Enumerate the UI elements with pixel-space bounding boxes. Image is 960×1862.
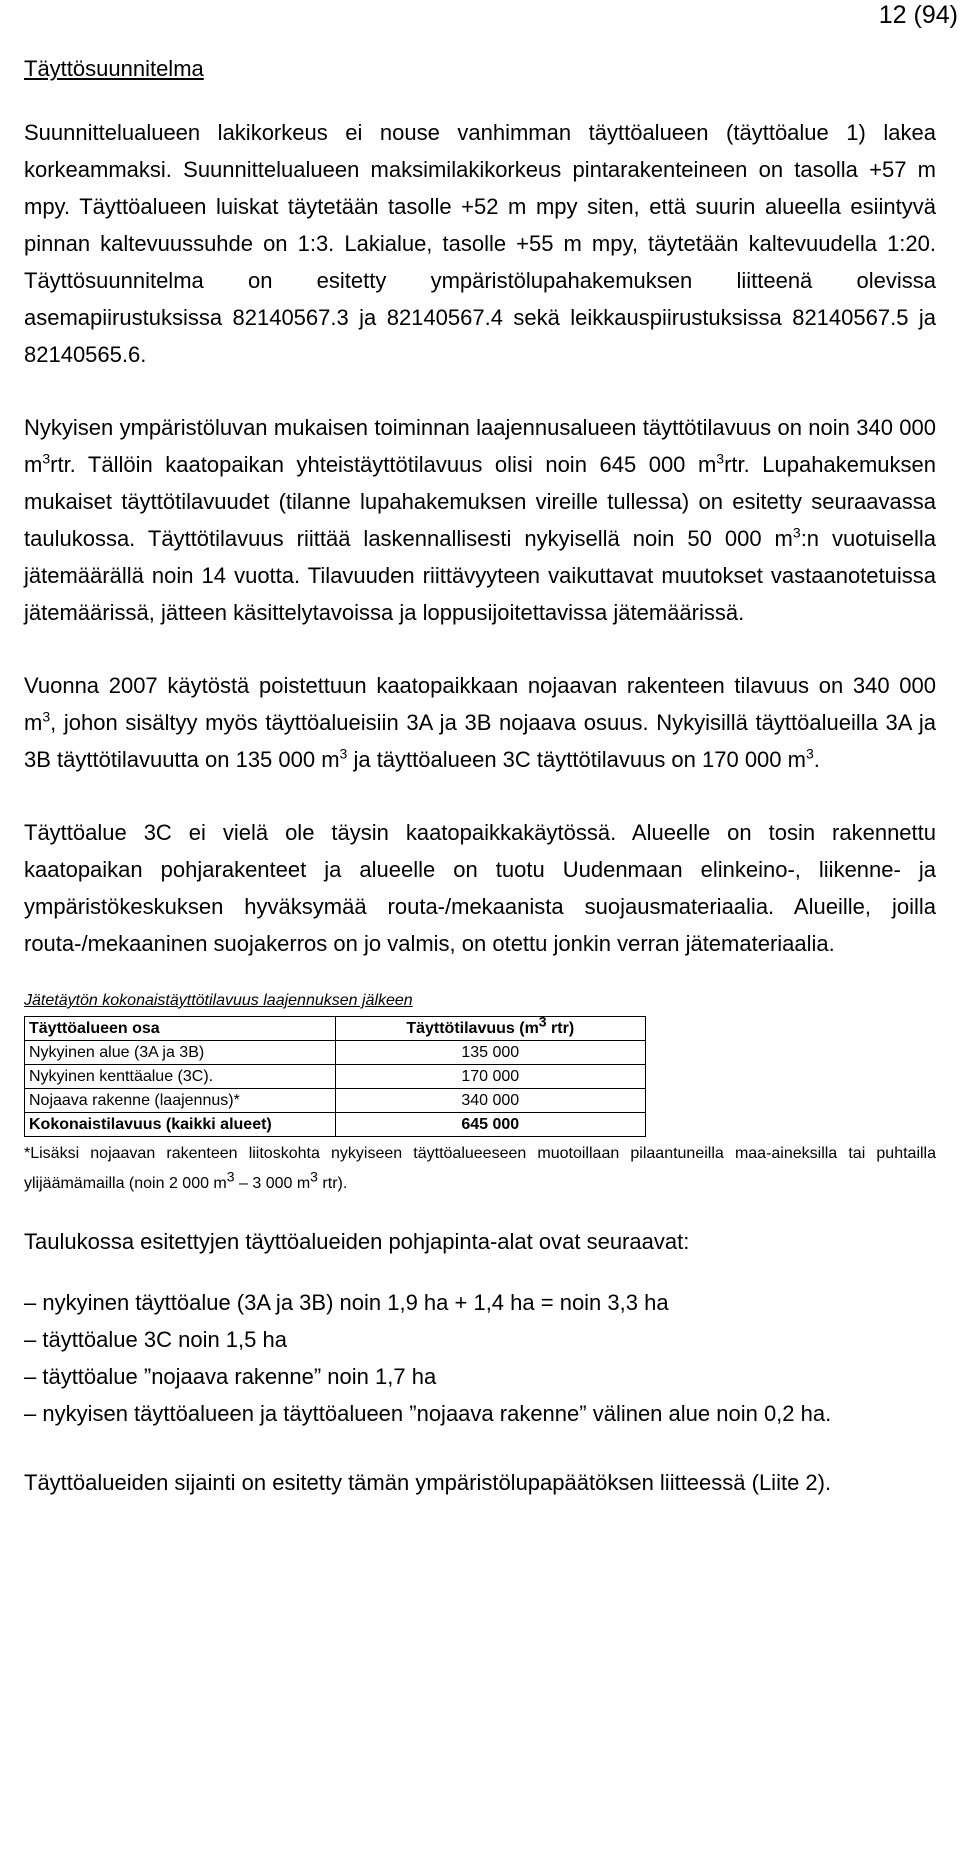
table-header-volume: Täyttötilavuus ($m^3$ rtr) bbox=[335, 1017, 646, 1041]
paragraph-area-3c: Täyttöalue 3C ei vielä ole täysin kaatopaikkakäytössä. Alueelle on tosin rakennettu kaatopaikan pohjarakenteet ja alueelle on tuotu Uudenmaan elinkeino-, liikenne- ja ympäristökeskuksen hyväksymää routa-/mekaanista suojausmateriaalia. Alueille, joilla routa-/mekaaninen suojakerros on jo valmis, on otettu jonkin verran jätemateriaalia. bbox=[24, 820, 936, 956]
paragraph-fill-plan: Suunnittelualueen lakikorkeus ei nouse vanhimman täyttöalueen (täyttöalue 1) lakea korkeammaksi. Suunnittelualueen maksimilakikorkeus pintarakenteineen on tasolla +57 m mpy. Täyttöalueen luiskat täytetään tasolle +52 m mpy siten, että suurin alueella esiintyvä pinnan kaltevuussuhde on 1:3. Lakialue, tasolle +55 m mpy, täytetään kaltevuudella 1:20. Täyttösuunnitelma on esitetty ympäristölupahakemuksen liitteenä olevissa asemapiirustuksissa 82140567.3 ja 82140567.4 sekä leikkauspiirustuksissa 82140567.5 ja 82140565.6. bbox=[24, 120, 936, 367]
page-number: 12 (94) bbox=[878, 1, 958, 29]
page-content bbox=[24, 50, 936, 1501]
table-cell-volume: 340 000 bbox=[335, 1089, 646, 1113]
table-row bbox=[25, 1041, 646, 1065]
paragraph-leaning-structure: Vuonna 2007 käytöstä poistettuun kaatopaikkaan nojaavan rakenteen tilavuus on 340 000 $m^3$, johon sisältyy myös täyttöalueisiin 3A ja 3B nojaava osuus. Nykyisillä täyttöalueilla 3A ja 3B täyttötilavuutta on 135 000 $m^3$ ja täyttöalueen 3C täyttötilavuus on 170 000 $m^3$. bbox=[24, 673, 936, 772]
list-item: – täyttöalue 3C noin 1,5 ha bbox=[24, 1327, 287, 1352]
table-cell-volume: 170 000 bbox=[335, 1065, 646, 1089]
list-item: – nykyinen täyttöalue (3A ja 3B) noin 1,9 ha + 1,4 ha = noin 3,3 ha bbox=[24, 1290, 669, 1315]
paragraph-fill-volume: Nykyisen ympäristöluvan mukaisen toiminnan laajennusalueen täyttötilavuus on noin 340 000 $m^3rtr$. Tällöin kaatopaikan yhteistäyttötilavuus olisi noin 645 000 $m^3rtr$. Lupahakemuksen mukaiset täyttötilavuudet (tilanne lupahakemuksen vireille tullessa) on esitetty seuraavassa taulukossa. Täyttötilavuus riittää laskennallisesti nykyisellä noin 50 000 $m^3:n$ vuotuisella jätemäärällä noin 14 vuotta. Tilavuuden riittävyyteen vaikuttavat muutokset vastaanotetuissa jätemäärissä, jätteen käsittelytavoissa ja loppusijoitettavissa jätemäärissä. bbox=[24, 415, 936, 625]
table-footnote: *Lisäksi nojaavan rakenteen liitoskohta nykyiseen täyttöalueeseen muotoillaan pilaantuneilla maa-aineksilla tai puhtailla ylijäämämailla (noin 2 000 $m^3 - 3$ 000 $m^3$ rtr). bbox=[24, 1145, 936, 1192]
table-caption: Jätetäytön kokonaistäyttötilavuus laajennuksen jälkeen bbox=[24, 992, 413, 1009]
table-cell-volume: 135 000 bbox=[335, 1041, 646, 1065]
paragraph-base-areas: Taulukossa esitettyjen täyttöalueiden pohjapinta-alat ovat seuraavat: bbox=[24, 1229, 690, 1254]
table-cell-part: Nojaava rakenne (laajennus)* bbox=[25, 1089, 336, 1113]
section-heading: Täyttösuunnitelma bbox=[24, 56, 204, 81]
table-row bbox=[25, 1065, 646, 1089]
list-item: – nykyisen täyttöalueen ja täyttöalueen ”nojaava rakenne” välinen alue noin 0,2 ha. bbox=[24, 1401, 832, 1426]
table-total-part: Kokonaistilavuus (kaikki alueet) bbox=[25, 1113, 336, 1137]
table-cell-part: Nykyinen kenttäalue (3C). bbox=[25, 1065, 336, 1089]
table-header-row bbox=[25, 1017, 646, 1041]
paragraph-location: Täyttöalueiden sijainti on esitetty tämän ympäristölupapäätöksen liitteessä (Liite 2). bbox=[24, 1470, 832, 1495]
volume-table bbox=[24, 1013, 646, 1137]
table-header-part: Täyttöalueen osa bbox=[25, 1017, 336, 1041]
base-area-list bbox=[24, 1284, 936, 1432]
table-total-volume: 645 000 bbox=[335, 1113, 646, 1137]
table-row bbox=[25, 1089, 646, 1113]
table-total-row bbox=[25, 1113, 646, 1137]
list-item: – täyttöalue ”nojaava rakenne” noin 1,7 ha bbox=[24, 1364, 437, 1389]
table-cell-part: Nykyinen alue (3A ja 3B) bbox=[25, 1041, 336, 1065]
